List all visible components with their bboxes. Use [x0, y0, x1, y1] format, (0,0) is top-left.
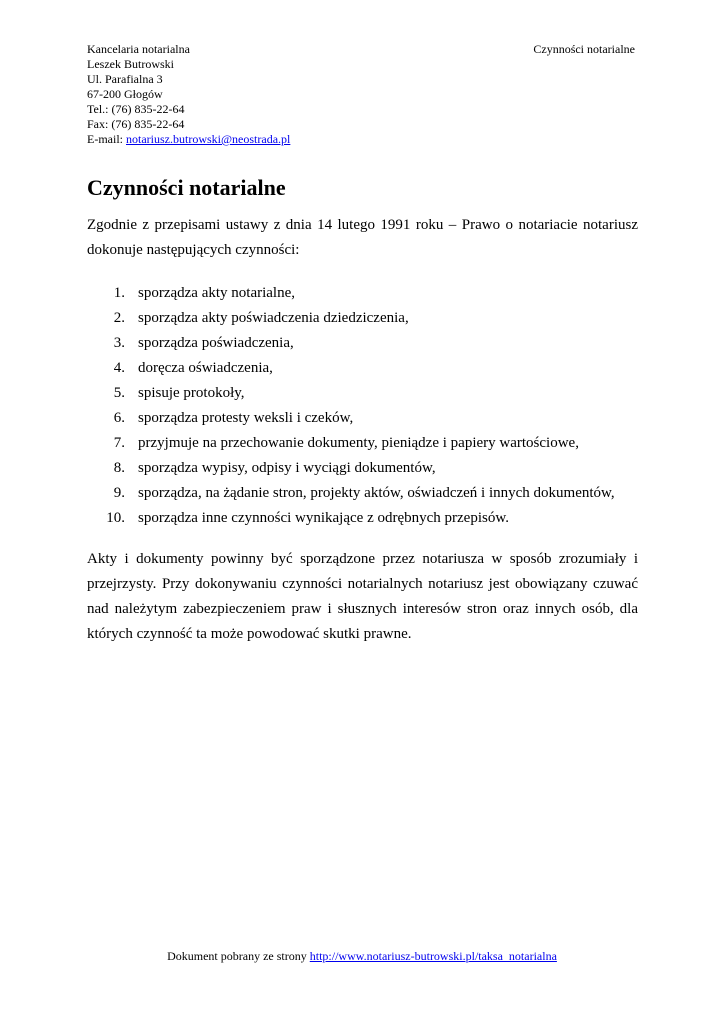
notary-name: Leszek Butrowski [87, 57, 174, 71]
list-item-number: 4. [113, 360, 125, 376]
footer [0, 949, 724, 964]
list-item-text: sporządza inne czynności wynikające z odrębnych przepisów. [138, 510, 509, 526]
email-link[interactable]: notariusz.butrowski@neostrada.pl [126, 132, 291, 146]
running-header-title: Czynności notarialne [533, 42, 635, 56]
page-title: Czynności notarialne [87, 175, 286, 200]
list-item-number: 5. [113, 385, 125, 401]
list-item-number: 9. [113, 485, 125, 501]
list-item-text: sporządza wypisy, odpisy i wyciągi dokumentów, [138, 460, 436, 476]
phone-number: Tel.: (76) 835-22-64 [87, 102, 185, 116]
list-item-number: 1. [113, 285, 125, 301]
postal-city: 67-200 Głogów [87, 87, 163, 101]
email-line [87, 132, 290, 147]
list-item-number: 7. [113, 435, 125, 451]
source-url-link[interactable]: http://www.notariusz-butrowski.pl/taksa_notarialna [309, 949, 557, 963]
office-address-block [87, 42, 290, 147]
list-item-text: sporządza akty poświadczenia dziedziczenia, [138, 310, 409, 326]
closing-paragraph: Akty i dokumenty powinny być sporządzone przez notariusza w sposób zrozumiały i przejrzysty. Przy dokonywaniu czynności notarialnych notariusz jest obowiązany czuwać nad należytym zabezpieczeniem praw i słusznych interesów stron oraz innych osób, dla których czynność ta może powodować skutki prawne. [87, 551, 638, 642]
street-address: Ul. Parafialna 3 [87, 72, 163, 86]
list-item-number: 10. [106, 510, 125, 526]
intro-paragraph: Zgodnie z przepisami ustawy z dnia 14 lutego 1991 roku – Prawo o notariacie notariusz dokonuje następujących czynności: [87, 217, 638, 258]
fax-number: Fax: (76) 835-22-64 [87, 117, 185, 131]
list-item-number: 8. [113, 460, 125, 476]
list-item-number: 3. [113, 335, 125, 351]
email-label: E-mail: [87, 132, 126, 146]
list-item-text: sporządza protesty weksli i czeków, [138, 410, 354, 426]
footer-label: Dokument pobrany ze strony [167, 949, 310, 963]
list-item-text: sporządza akty notarialne, [138, 285, 296, 301]
list-item-text: doręcza oświadczenia, [138, 360, 273, 376]
list-item-text: spisuje protokoły, [138, 385, 245, 401]
list-item-number: 2. [113, 310, 125, 326]
office-name: Kancelaria notarialna [87, 42, 190, 56]
list-item-text: sporządza, na żądanie stron, projekty aktów, oświadczeń i innych dokumentów, [138, 485, 615, 501]
list-item-text: sporządza poświadczenia, [138, 335, 294, 351]
list-item-text: przyjmuje na przechowanie dokumenty, pieniądze i papiery wartościowe, [138, 435, 579, 451]
list-item-number: 6. [113, 410, 125, 426]
